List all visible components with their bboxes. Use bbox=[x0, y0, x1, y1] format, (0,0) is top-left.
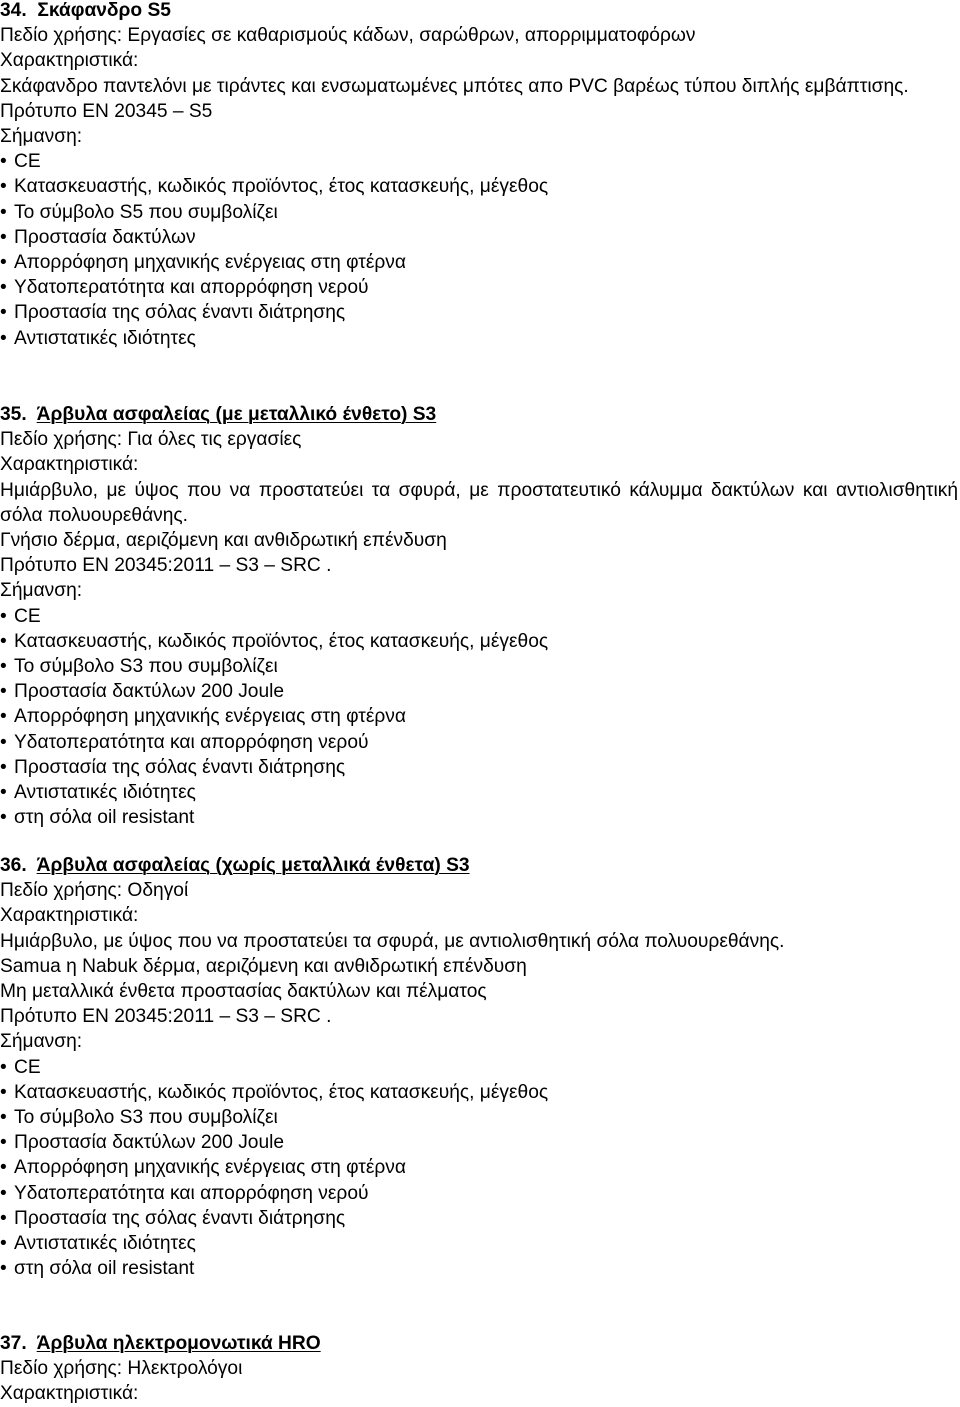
description-line: Ημιάρβυλο, με ύψος που να προστατεύει τα σφυρά, με αντιολισθητική σόλα πολυουρεθάνης. bbox=[0, 930, 785, 952]
marking-item: • Υδατοπερατότητα και απορρόφηση νερού bbox=[0, 1181, 960, 1206]
marking-label: Σήμανση: bbox=[0, 580, 83, 602]
section-title-text: Άρβυλα ασφαλείας (με μεταλλικό ένθετο) S3 bbox=[36, 404, 437, 425]
section-number: 34. bbox=[0, 0, 27, 21]
marking-item: • Προστασία δακτύλων 200 Joule bbox=[0, 679, 960, 704]
section-title-text: Σκάφανδρο S5 bbox=[37, 0, 171, 21]
marking-item: • Απορρόφηση μηχανικής ενέργειας στη φτέρνα bbox=[0, 250, 960, 275]
section-35 bbox=[0, 402, 960, 830]
section-number: 35. bbox=[0, 404, 27, 425]
section-37 bbox=[0, 1331, 960, 1407]
description-line: Γνήσιο δέρμα, αεριζόμενη και ανθιδρωτική επένδυση bbox=[0, 530, 447, 552]
section-36 bbox=[0, 853, 960, 1281]
marking-item: • Προστασία της σόλας έναντι διάτρησης bbox=[0, 755, 960, 780]
usage-line: Πεδίο χρήσης: Για όλες τις εργασίες bbox=[0, 429, 302, 451]
description-line: Samua η Nabuk δέρμα, αεριζόμενη και ανθιδρωτική επένδυση bbox=[0, 955, 527, 977]
marking-list bbox=[0, 604, 960, 831]
marking-item: • Κατασκευαστής, κωδικός προϊόντος, έτος κατασκευής, μέγεθος bbox=[0, 629, 960, 654]
marking-item: • Προστασία της σόλας έναντι διάτρησης bbox=[0, 1206, 960, 1231]
section-number: 36. bbox=[0, 855, 27, 876]
marking-item: • Κατασκευαστής, κωδικός προϊόντος, έτος κατασκευής, μέγεθος bbox=[0, 174, 960, 199]
standard-line: Πρότυπο EN 20345:2011 – S3 – SRC . bbox=[0, 1006, 332, 1028]
marking-item: • Αντιστατικές ιδιότητες bbox=[0, 780, 960, 805]
marking-item: • Αντιστατικές ιδιότητες bbox=[0, 326, 960, 351]
marking-label: Σήμανση: bbox=[0, 126, 83, 148]
marking-item: • Απορρόφηση μηχανικής ενέργειας στη φτέρνα bbox=[0, 1155, 960, 1180]
section-title bbox=[0, 1331, 960, 1356]
marking-item: • Το σύμβολο S3 που συμβολίζει bbox=[0, 1105, 960, 1130]
marking-item: • στη σόλα oil resistant bbox=[0, 805, 960, 830]
marking-list bbox=[0, 149, 960, 351]
marking-item: • Υδατοπερατότητα και απορρόφηση νερού bbox=[0, 730, 960, 755]
marking-item: • Κατασκευαστής, κωδικός προϊόντος, έτος κατασκευής, μέγεθος bbox=[0, 1080, 960, 1105]
standard-line: Πρότυπο EN 20345:2011 – S3 – SRC . bbox=[0, 555, 332, 577]
usage-line: Πεδίο χρήσης: Οδηγοί bbox=[0, 880, 189, 902]
marking-label: Σήμανση: bbox=[0, 1031, 83, 1053]
characteristics-label: Χαρακτηριστικά: bbox=[0, 454, 139, 476]
section-title bbox=[0, 0, 960, 23]
description-line: Μη μεταλλικά ένθετα προστασίας δακτύλων και πέλματος bbox=[0, 981, 487, 1003]
section-title-text: Άρβυλα ασφαλείας (χωρίς μεταλλικά ένθετα) S3 bbox=[36, 855, 470, 876]
standard-line: Πρότυπο EN 20345 – S5 bbox=[0, 100, 213, 122]
characteristics-label: Χαρακτηριστικά: bbox=[0, 905, 139, 927]
marking-list bbox=[0, 1055, 960, 1282]
section-title-text: Άρβυλα ηλεκτρομονωτικά HRO bbox=[36, 1333, 321, 1354]
marking-item: • Απορρόφηση μηχανικής ενέργειας στη φτέρνα bbox=[0, 704, 960, 729]
marking-item: • CE bbox=[0, 604, 960, 629]
characteristics-label: Χαρακτηριστικά: bbox=[0, 1383, 139, 1405]
section-title bbox=[0, 402, 960, 427]
characteristics-label: Χαρακτηριστικά: bbox=[0, 50, 139, 72]
description-paragraph: Σκάφανδρο παντελόνι με τιράντες και ενσωματωμένες μπότες απο PVC βαρέως τύπου διπλής εμβάπτισης. bbox=[0, 75, 909, 97]
marking-item: • Προστασία δακτύλων bbox=[0, 225, 960, 250]
marking-item: • στη σόλα oil resistant bbox=[0, 1256, 960, 1281]
usage-line: Πεδίο χρήσης: Ηλεκτρολόγοι bbox=[0, 1358, 243, 1380]
marking-item: • Προστασία δακτύλων 200 Joule bbox=[0, 1130, 960, 1155]
marking-item: • Το σύμβολο S3 που συμβολίζει bbox=[0, 654, 960, 679]
marking-item: • CE bbox=[0, 1055, 960, 1080]
marking-item: • Αντιστατικές ιδιότητες bbox=[0, 1231, 960, 1256]
marking-item: • Υδατοπερατότητα και απορρόφηση νερού bbox=[0, 275, 960, 300]
marking-item: • CE bbox=[0, 149, 960, 174]
usage-line: Πεδίο χρήσης: Εργασίες σε καθαρισμούς κάδων, σαρώθρων, απορριμματοφόρων bbox=[0, 25, 696, 47]
section-title bbox=[0, 853, 960, 878]
description-paragraph: Ημιάρβυλο, με ύψος που να προστατεύει τα σφυρά, με προστατευτικό κάλυμμα δακτύλων και αντιολισθητική σόλα πολυουρεθάνης. bbox=[0, 479, 958, 526]
marking-item: • Το σύμβολο S5 που συμβολίζει bbox=[0, 200, 960, 225]
section-number: 37. bbox=[0, 1333, 27, 1354]
marking-item: • Προστασία της σόλας έναντι διάτρησης bbox=[0, 300, 960, 325]
section-34 bbox=[0, 0, 960, 351]
